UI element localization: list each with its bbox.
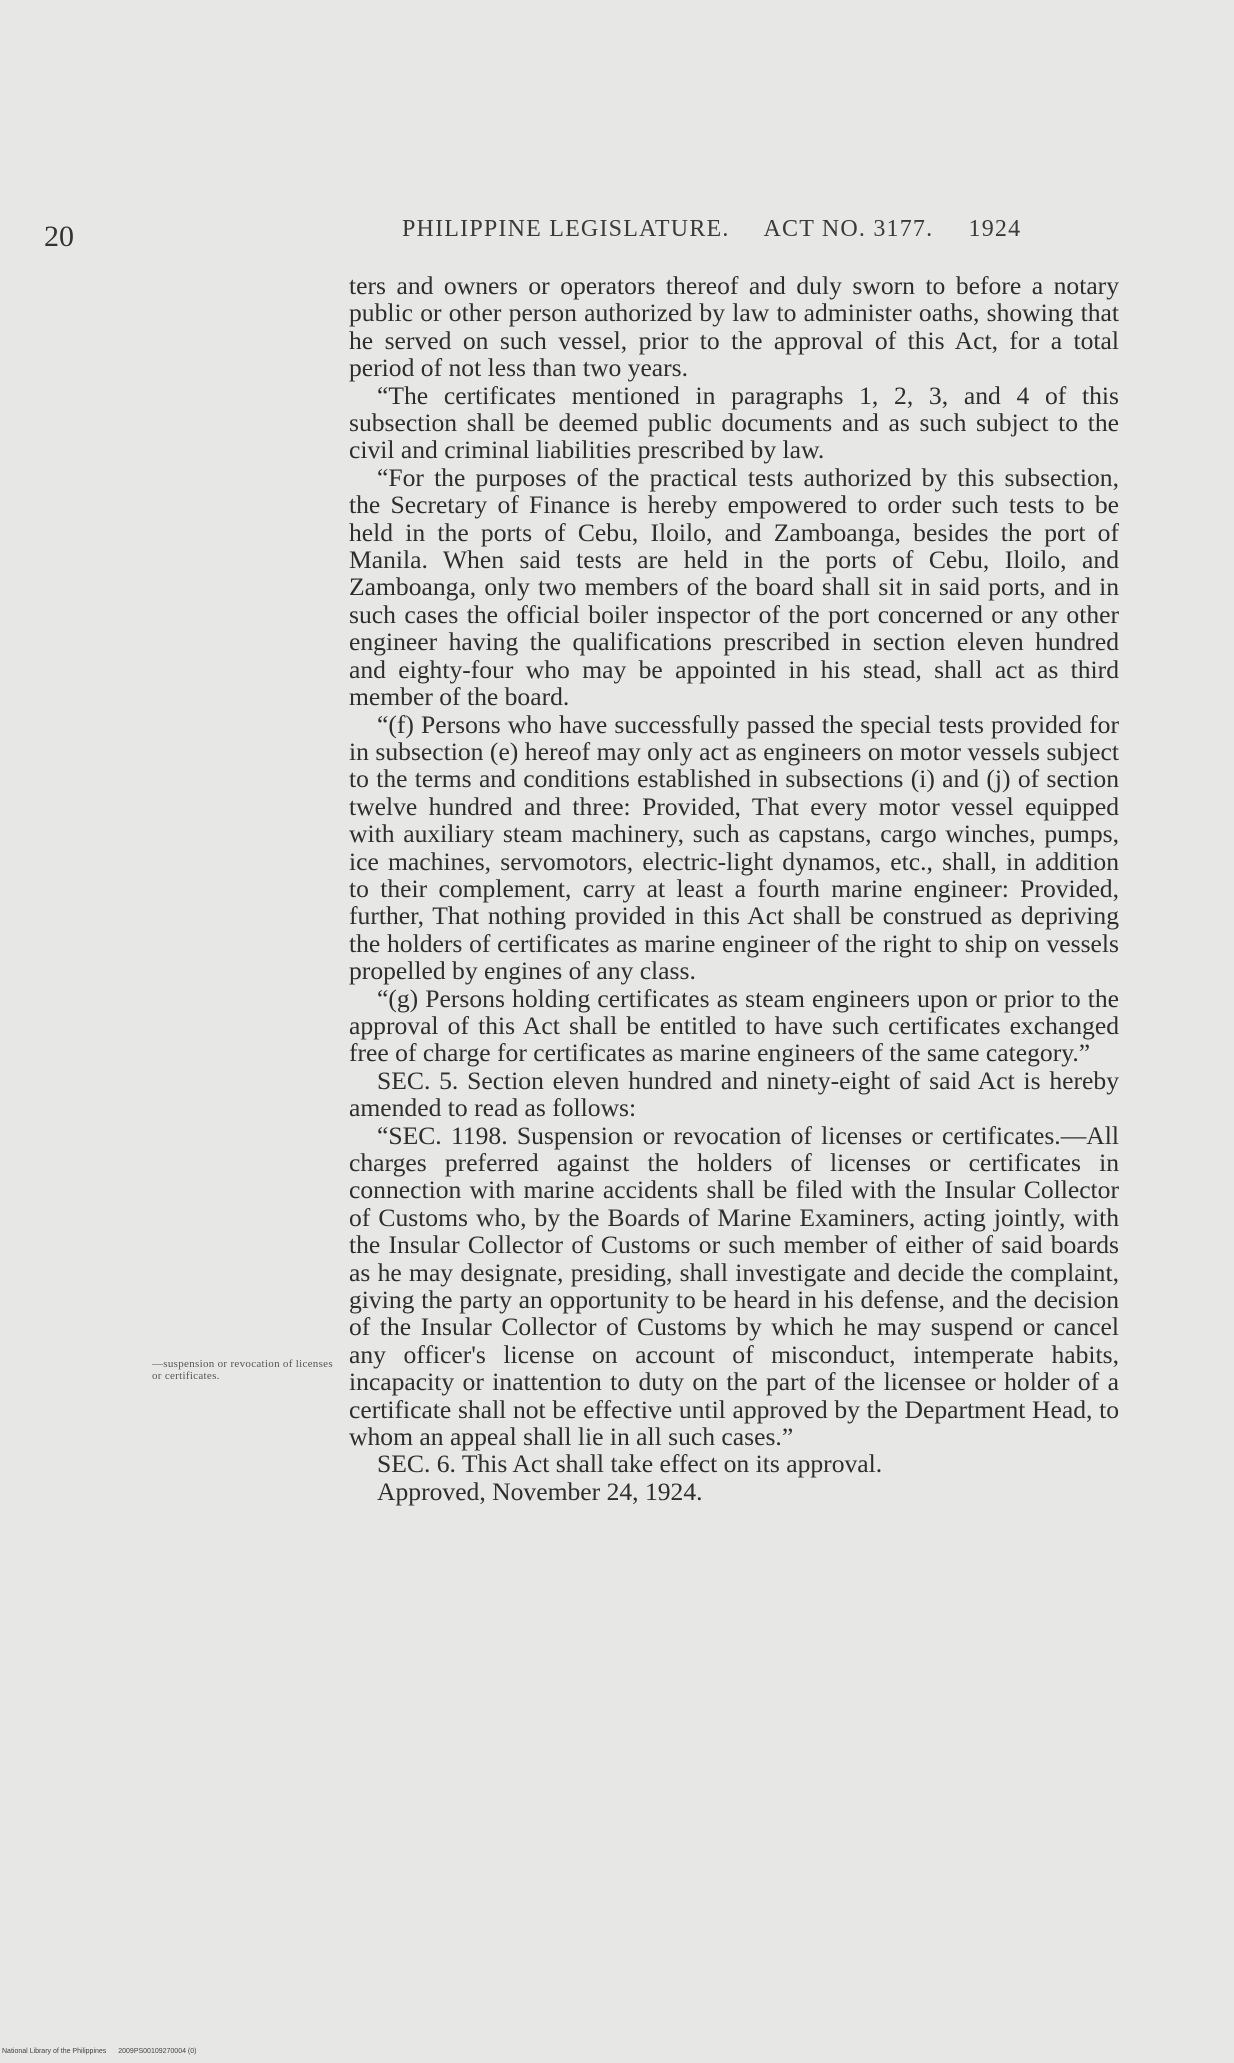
body-text: [349, 272, 1119, 1505]
running-head-act: ACT NO. 3177.: [763, 216, 934, 242]
paragraph-continuation: ters and owners or operators thereof and duly sworn to before a notary public or other person authorized by law to administer oaths, showing that he served on such vessel, prior to the approval of this Act, for a total period of not less than two years.: [349, 271, 1119, 383]
paragraph-practical-tests: “For the purposes of the practical tests authorized by this subsection, the Secretary of Finance is hereby empowered to order such tests to be held in the ports of Cebu, Iloilo, and Zamboanga, besides the port of Manila. When said tests are held in the ports of Cebu, Iloilo, and Zamboanga, only two members of the board shall sit in said ports, and in such cases the official boiler inspector of the port concerned or any other engineer having the qualifications prescribed in section eleven hundred and eighty-four who may be appointed in his stead, shall act as third member of the board.: [349, 462, 1119, 712]
footer-identifier: 2009PS00109270004 (0): [118, 2048, 197, 2055]
running-head: [402, 216, 1049, 243]
running-head-title: PHILIPPINE LEGISLATURE.: [402, 216, 730, 242]
paragraph-sec-5: SEC. 5. Section eleven hundred and ninety-eight of said Act is hereby amended to read as follows:: [349, 1065, 1119, 1123]
paragraph-g: “(g) Persons holding certificates as steam engineers upon or prior to the approval of this Act shall be entitled to have such certificates exchanged free of charge for certificates as marine engineers of the same category.”: [349, 983, 1119, 1068]
footer-library: National Library of the Philippines: [2, 2048, 107, 2055]
running-head-year: 1924: [968, 216, 1022, 242]
page-number: 20: [44, 220, 74, 253]
paragraph-f: “(f) Persons who have successfully passed the special tests provided for in subsection (e) hereof may only act as engineers on motor vessels subject to the terms and conditions established in subsections (i) and (j) of section twelve hundred and three: Provided, That every motor vessel equipped with auxiliary steam machinery, such as capstans, cargo winches, pumps, ice machines, servomotors, electric-light dynamos, etc., shall, in addition to their complement, carry at least a fourth marine engineer: Provided, further, That nothing provided in this Act shall be construed as depriving the holders of certificates as marine engineer of the right to ship on vessels propelled by engines of any class.: [349, 709, 1119, 986]
paragraph-sec-1198: “SEC. 1198. Suspension or revocation of licenses or certificates.—All charges preferred against the holders of licenses or certificates in connection with marine accidents shall be filed with the Insular Collector of Customs who, by the Boards of Marine Examiners, acting jointly, with the Insular Collector of Customs or such member of either of said boards as he may designate, presiding, shall investigate and decide the complaint, giving the party an opportunity to be heard in his defense, and the decision of the Insular Collector of Customs by which he may suspend or cancel any officer's license on account of misconduct, intemperate habits, incapacity or inattention to duty on the part of the licensee or holder of a certificate shall not be effective until approved by the Department Head, to whom an appeal shall lie in all such cases.”: [349, 1120, 1119, 1452]
approval-date: Approved, November 24, 1924.: [377, 1476, 703, 1506]
paragraph-sec-6: SEC. 6. This Act shall take effect on its approval.: [377, 1449, 883, 1479]
paragraph-certificates: “The certificates mentioned in paragraphs 1, 2, 3, and 4 of this subsection shall be deemed public documents and as such subject to the civil and criminal liabilities prescribed by law.: [349, 380, 1119, 465]
margin-note: —suspension or revocation of licenses or certificates.: [152, 1358, 333, 1382]
footer-credit: [2, 2048, 206, 2055]
